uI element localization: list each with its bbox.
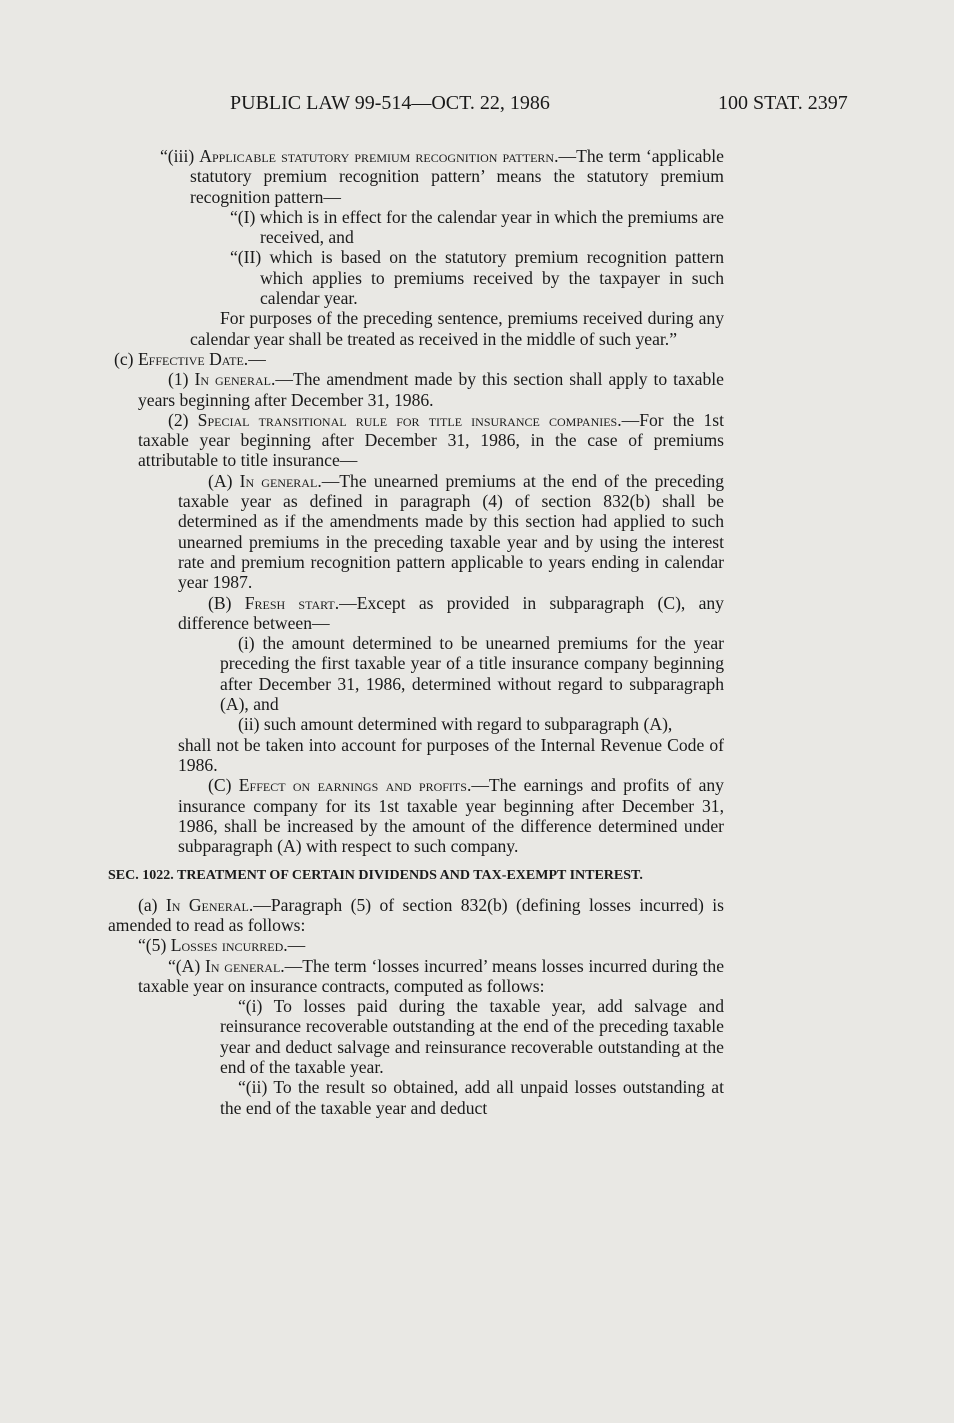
paragraph-B-closing: shall not be taken into account for purposes of the Internal Revenue Code of 1986. bbox=[178, 734, 724, 775]
paragraph-C-earnings: (C) Effect on earnings and profits.—The earnings and profits of any insurance company for its 1st taxable year beginning after December 31, 1986, shall be increased by the amount of the difference determined under subparagraph (A) with respect to such company. bbox=[178, 775, 724, 857]
section-1022-heading: SEC. 1022. TREATMENT OF CERTAIN DIVIDENDS AND TAX-EXEMPT INTEREST. bbox=[108, 868, 643, 884]
paragraph-preceding-sentence: For purposes of the preceding sentence, premiums received during any calendar year shall be treated as received in the middle of such year.” bbox=[190, 308, 724, 349]
paragraph-5-A-ii: “(ii) To the result so obtained, add all unpaid losses outstanding at the end of the taxable year and deduct bbox=[220, 1077, 724, 1118]
paragraph-iii-applicable-pattern: “(iii) Applicable statutory premium recognition pattern.—The term ‘applicable statutory premium recognition pattern’ means the statutory premium recognition pattern— bbox=[160, 146, 724, 207]
paragraph-B-fresh-start: (B) Fresh start.—Except as provided in subparagraph (C), any difference between— bbox=[178, 592, 724, 633]
running-title: PUBLIC LAW 99-514—OCT. 22, 1986 bbox=[230, 92, 550, 114]
heading-c-effective-date: (c) Effective Date.— bbox=[114, 348, 266, 369]
paragraph-A-in-general: (A) In general.—The unearned premiums at the end of the preceding taxable year as defined in paragraph (4) of section 832(b) shall be determined as if the amendments made by this section had applied to such unearned premiums in the preceding taxable year and by using the interest rate and premium recognition pattern applicable to years ending in calendar year 1987. bbox=[178, 470, 725, 593]
page-body bbox=[108, 146, 724, 1118]
page-header bbox=[0, 92, 954, 122]
paragraph-1-in-general: (1) In general.—The amendment made by this section shall apply to taxable years beginning after December 31, 1986. bbox=[138, 369, 724, 410]
paragraph-B-ii: (ii) such amount determined with regard to subparagraph (A), bbox=[238, 714, 673, 735]
statute-page-number: 100 STAT. 2397 bbox=[718, 92, 848, 114]
paragraph-5-A-i: “(i) To losses paid during the taxable year, add salvage and reinsurance recoverable outstanding at the end of the preceding taxable year and deduct salvage and reinsurance recoverable outstanding at the end of the taxable year. bbox=[220, 996, 724, 1078]
paragraph-a-in-general: (a) In General.—Paragraph (5) of section 832(b) (defining losses incurred) is amended to read as follows: bbox=[108, 894, 724, 935]
paragraph-B-i: (i) the amount determined to be unearned premiums for the year preceding the first taxable year of a title insurance company beginning after December 31, 1986, determined without regard to subparagraph (A), and bbox=[220, 633, 724, 715]
paragraph-5-A-in-general: “(A) In general.—The term ‘losses incurred’ means losses incurred during the taxable year on insurance contracts, computed as follows: bbox=[138, 955, 725, 996]
paragraph-5-losses-incurred: “(5) Losses incurred.— bbox=[138, 935, 306, 956]
paragraph-subclause-II: “(II) which is based on the statutory premium recognition pattern which applies to premiums received by the taxpayer in such calendar year. bbox=[230, 247, 724, 309]
paragraph-subclause-I: “(I) which is in effect for the calendar year in which the premiums are received, and bbox=[230, 206, 724, 248]
paragraph-2-title-insurance: (2) Special transitional rule for title insurance companies.—For the 1st taxable year beginning after December 31, 1986, in the case of premiums attributable to title insurance— bbox=[138, 409, 724, 471]
